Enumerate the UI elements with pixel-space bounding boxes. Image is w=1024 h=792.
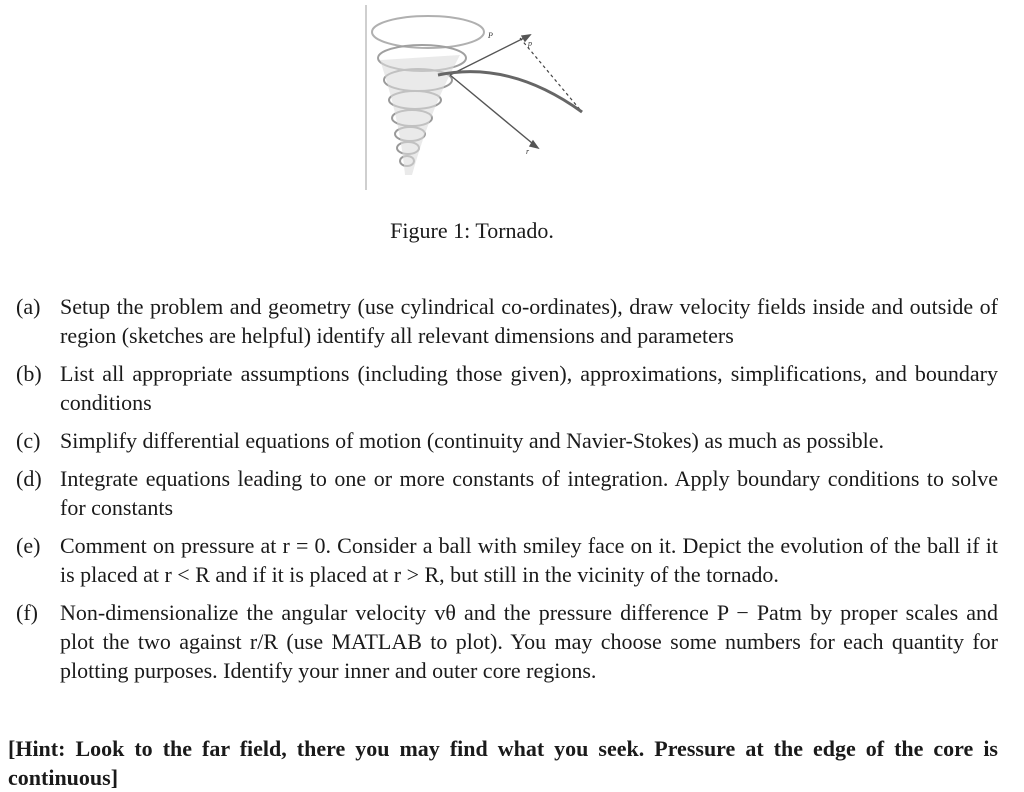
label-r: r <box>526 147 530 156</box>
item-label: (d) <box>16 466 42 491</box>
hint-text: [Hint: Look to the far field, there you may find what you seek. Pressure at the edge of the core is continuous] <box>8 736 998 790</box>
item-text: Non-dimensionalize the angular velocity vθ and the pressure difference P − Patm by proper scales and plot the two against r/R (use MATLAB to plot). You may choose some numbers for each quantity for plotting purposes. Identify your inner and outer core regions. <box>60 600 998 683</box>
item-text: List all appropriate assumptions (including those given), approximations, simplifications, and boundary conditions <box>60 361 998 415</box>
item-label: (a) <box>16 294 41 319</box>
label-p-inner: p <box>528 39 532 48</box>
item-text: Integrate equations leading to one or more constants of integration. Apply boundary conditions to solve for constants <box>60 466 998 520</box>
item-text: Comment on pressure at r = 0. Consider a ball with smiley face on it. Depict the evolution of the ball if it is placed at r < R and if it is placed at r > R, but still in the vicinity of the tornado. <box>60 533 998 587</box>
list-item <box>16 426 998 455</box>
list-item <box>16 598 998 685</box>
list-item <box>16 464 998 522</box>
item-label: (f) <box>16 600 38 625</box>
list-item <box>16 531 998 589</box>
label-p-outer: P <box>488 31 493 40</box>
question-list <box>16 292 998 694</box>
tornado-illustration <box>360 0 600 195</box>
item-label: (e) <box>16 533 41 558</box>
item-label: (b) <box>16 361 42 386</box>
figure-caption: Figure 1: Tornado. <box>390 218 554 243</box>
tornado-figure <box>360 0 600 195</box>
item-text: Simplify differential equations of motion (continuity and Navier-Stokes) as much as possible. <box>60 428 885 453</box>
list-item <box>16 292 998 350</box>
item-text: Setup the problem and geometry (use cylindrical co-ordinates), draw velocity fields inside and outside of region (sketches are helpful) identify all relevant dimensions and parameters <box>60 294 998 348</box>
item-label: (c) <box>16 428 41 453</box>
list-item <box>16 359 998 417</box>
